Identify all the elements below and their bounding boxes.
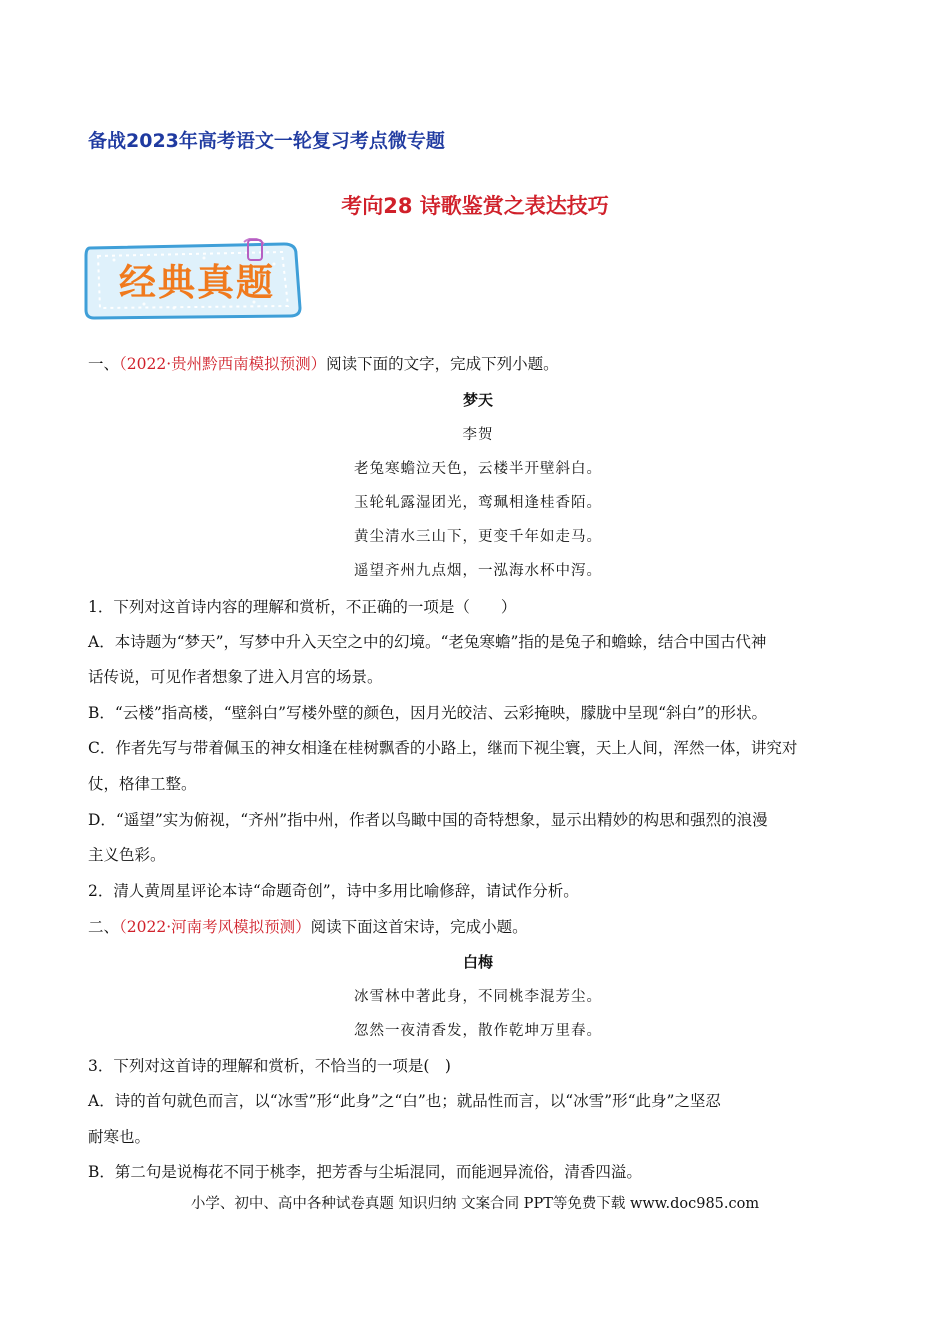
q1-option-c-line2: 仗，格律工整。 <box>88 775 197 793</box>
poem2-line-1: 冰雪林中著此身，不同桃李混芳尘。 <box>354 989 602 1005</box>
classic-questions-banner <box>84 238 306 320</box>
poem1-author: 李贺 <box>462 427 494 443</box>
section2-instruction: 阅读下面这首宋诗，完成小题。 <box>310 918 528 936</box>
poem1-title: 梦天 <box>462 391 493 409</box>
q3-option-b: B．第二句是说梅花不同于桃李，把芳香与尘垢混同，而能迥异流俗，清香四溢。 <box>88 1163 642 1181</box>
poem1-line-3: 黄尘清水三山下，更变千年如走马。 <box>354 529 602 545</box>
poem2-title: 白梅 <box>462 953 493 971</box>
topic-title: 考向28 诗歌鉴赏之表达技巧 <box>341 194 609 218</box>
page-footer: 小学、初中、高中各种试卷真题 知识归纳 文案合同 PPT等免费下载 www.doc985.com <box>190 1196 760 1212</box>
section1-instruction: 阅读下面的文字，完成下列小题。 <box>326 355 559 373</box>
section1-prefix: 一、 <box>88 355 120 373</box>
section1-heading <box>88 354 868 374</box>
question-2: 2．清人黄周星评论本诗“命题奇创”，诗中多用比喻修辞，请试作分析。 <box>88 882 579 900</box>
banner-text: 经典真题 <box>119 260 275 304</box>
q1-option-a-line1: A．本诗题为“梦天”，写梦中升入天空之中的幻境。“老兔寒蟾”指的是兔子和蟾蜍，结合中国古代神 <box>88 633 767 651</box>
section2-heading <box>88 917 868 937</box>
q1-option-a-line2: 话传说，可见作者想象了进入月宫的场景。 <box>88 668 383 686</box>
series-title: 备战2023年高考语文一轮复习考点微专题 <box>88 130 445 152</box>
q3-option-a-line1: A．诗的首句就色而言，以“冰雪”形“此身”之“白”也；就品性而言，以“冰雪”形“此身”之坚忍 <box>88 1092 721 1110</box>
poem1-line-1: 老兔寒蟾泣天色，云楼半开壁斜白。 <box>354 461 602 477</box>
poem2-line-2: 忽然一夜清香发，散作乾坤万里春。 <box>354 1023 602 1039</box>
poem1-line-4: 遥望齐州九点烟，一泓海水杯中泻。 <box>354 563 602 579</box>
poem1-line-2: 玉轮轧露湿团光，鸾珮相逢桂香陌。 <box>354 495 602 511</box>
question-3: 3．下列对这首诗的理解和赏析，不恰当的一项是( ) <box>88 1057 451 1075</box>
section2-prefix: 二、 <box>88 918 120 936</box>
q1-option-d-line1: D．“遥望”实为俯视，“齐州”指中州，作者以鸟瞰中国的奇特想象，显示出精妙的构思和强烈的浪漫 <box>88 811 768 829</box>
q3-option-a-line2: 耐寒也。 <box>88 1128 151 1146</box>
section1-source: （2022·贵州黔西南模拟预测） <box>119 355 327 373</box>
question-1: 1．下列对这首诗内容的理解和赏析，不正确的一项是（ ） <box>88 598 517 616</box>
section2-source: （2022·河南考风模拟预测） <box>119 918 311 936</box>
q1-option-b: B．“云楼”指高楼，“壁斜白”写楼外壁的颜色，因月光皎洁、云彩掩映，朦胧中呈现“斜白”的形状。 <box>88 704 767 722</box>
q1-option-d-line2: 主义色彩。 <box>88 846 166 864</box>
q1-option-c-line1: C．作者先写与带着佩玉的神女相逢在桂树飘香的小路上，继而下视尘寰，天上人间，浑然一体，讲究对 <box>88 739 798 757</box>
